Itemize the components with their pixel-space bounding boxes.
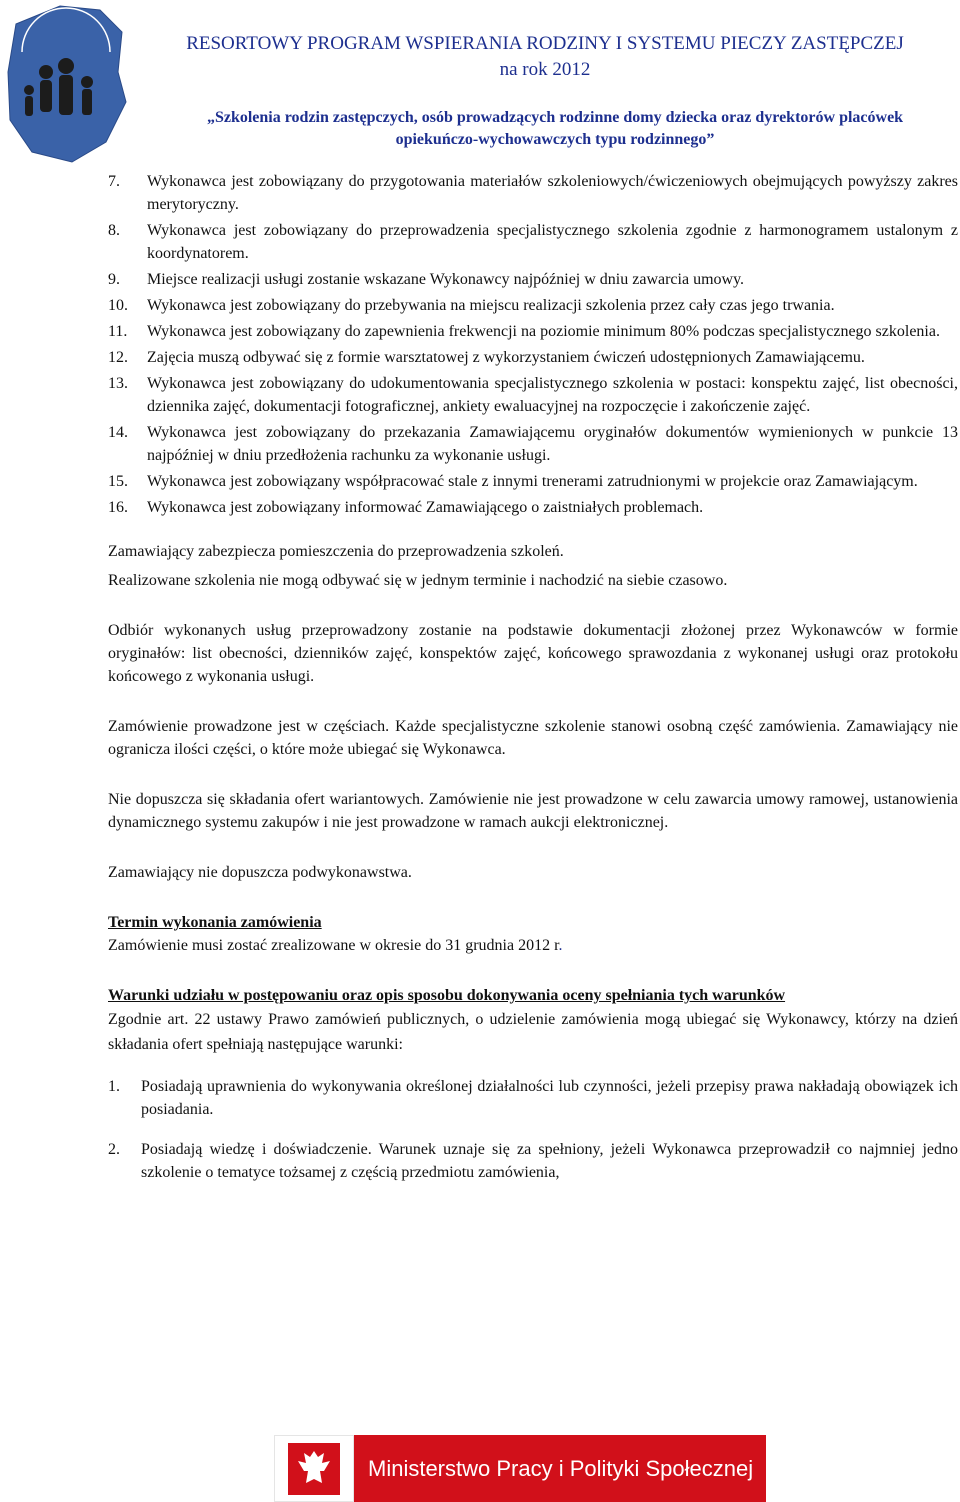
conditions-intro: Zgodnie art. 22 ustawy Prawo zamówień publicznych, o udzielenie zamówienia mogą ubiegać się Wykonawcy, którzy na dzień składania ofert spełniają następujące warunki: bbox=[108, 1011, 958, 1053]
item-number: 11. bbox=[108, 323, 128, 340]
list-item bbox=[108, 346, 958, 369]
item-number: 13. bbox=[108, 375, 128, 392]
term-text: Zamówienie musi zostać zrealizowane w okresie do 31 grudnia 2012 r. bbox=[108, 937, 563, 954]
list-item bbox=[108, 170, 958, 216]
page-header bbox=[0, 0, 960, 168]
eagle-icon bbox=[284, 1439, 344, 1499]
conditions-list bbox=[108, 1075, 958, 1184]
item-number: 16. bbox=[108, 499, 128, 516]
item-text: Posiadają uprawnienia do wykonywania określonej działalności lub czynności, jeżeli przepisy prawa nakładają obowiązek ich posiadania. bbox=[141, 1078, 958, 1118]
obligations-list bbox=[108, 170, 958, 519]
pcpr-logo bbox=[2, 2, 128, 164]
paragraph-acceptance: Odbiór wykonanych usług przeprowadzony zostanie na podstawie dokumentacji złożonej przez Wykonawców w formie oryginałów: list obecności, dzienników zajęć, konspektów zajęć, końcowego sprawozdania z wykonanej usługi oraz protokołu końcowego z wykonania usługi. bbox=[108, 622, 958, 685]
list-item bbox=[108, 496, 958, 519]
list-item bbox=[108, 320, 958, 343]
item-text: Wykonawca jest zobowiązany do udokumentowania specjalistycznego szkolenia w postaci: konspektu zajęć, list obecności, dziennika zajęć, dokumentacji fotograficznej, ankiety ewaluacyjnej na rozpoczęcie i zakończenie zajęć. bbox=[147, 375, 958, 415]
polish-eagle-emblem bbox=[274, 1435, 354, 1502]
item-text: Wykonawca jest zobowiązany współpracować stale z innymi trenerami zatrudnionymi w projekcie oraz Zamawiającym. bbox=[147, 473, 918, 490]
list-item bbox=[108, 1075, 958, 1121]
item-number: 8. bbox=[108, 222, 120, 239]
item-text: Wykonawca jest zobowiązany informować Zamawiającego o zaistniałych problemach. bbox=[147, 499, 704, 516]
item-number: 15. bbox=[108, 473, 128, 490]
item-text: Posiadają wiedzę i doświadczenie. Warunek uznaje się za spełniony, jeżeli Wykonawca przeprowadził co najmniej jedno szkolenie o tematyce tożsamej z częścią przedmiotu zamówienia, bbox=[141, 1141, 958, 1181]
project-title-line1: „Szkolenia rodzin zastępczych, osób prowadzących rodzinne domy dziecka oraz dyrektorów placówek bbox=[206, 109, 904, 126]
term-heading: Termin wykonania zamówienia bbox=[108, 914, 322, 931]
list-item bbox=[108, 470, 958, 493]
project-title-line2: opiekuńczo-wychowawczych typu rodzinnego” bbox=[395, 131, 715, 148]
item-text: Wykonawca jest zobowiązany do zapewnienia frekwencji na poziomie minimum 80% podczas specjalistycznego szkolenia. bbox=[147, 323, 940, 340]
item-text: Wykonawca jest zobowiązany do przygotowania materiałów szkoleniowych/ćwiczeniowych obejmujących powyższy zakres merytoryczny. bbox=[147, 173, 958, 213]
item-text: Zajęcia muszą odbywać się z formie warsztatowej z wykorzystaniem ćwiczeń udostępnionych Zamawiającemu. bbox=[147, 349, 865, 366]
program-title: RESORTOWY PROGRAM WSPIERANIA RODZINY I SYSTEMU PIECZY ZASTĘPCZEJ bbox=[186, 33, 904, 54]
item-text: Wykonawca jest zobowiązany do przebywania na miejscu realizacji szkolenia przez cały czas jego trwania. bbox=[147, 297, 835, 314]
item-number: 2. bbox=[108, 1141, 120, 1158]
list-item bbox=[108, 372, 958, 418]
item-text: Wykonawca jest zobowiązany do przekazania Zamawiającemu oryginałów dokumentów wymienionych w punkcie 13 najpóźniej w dniu przedłożenia rachunku za wykonanie usługi. bbox=[147, 424, 958, 464]
paragraph-variants: Nie dopuszcza się składania ofert wariantowych. Zamówienie nie jest prowadzone w celu zawarcia umowy ramowej, ustanowienia dynamicznego systemu zakupów i nie jest prowadzone w ramach aukcji elektronicznej. bbox=[108, 791, 958, 831]
item-number: 14. bbox=[108, 424, 128, 441]
item-number: 7. bbox=[108, 173, 120, 190]
list-item bbox=[108, 294, 958, 317]
list-item bbox=[108, 1138, 958, 1184]
list-item bbox=[108, 421, 958, 467]
paragraph-subcontract: Zamawiający nie dopuszcza podwykonawstwa. bbox=[108, 864, 412, 881]
list-item bbox=[108, 219, 958, 265]
paragraph-rooms: Zamawiający zabezpiecza pomieszczenia do przeprowadzenia szkoleń. bbox=[108, 543, 564, 560]
item-number: 9. bbox=[108, 271, 120, 288]
program-year: na rok 2012 bbox=[499, 59, 591, 80]
paragraph-parts: Zamówienie prowadzone jest w częściach. Każde specjalistyczne szkolenie stanowi osobną część zamówienia. Zamawiający nie ogranicza ilości części, o które może ubiegać się Wykonawca. bbox=[108, 718, 958, 758]
item-text: Wykonawca jest zobowiązany do przeprowadzenia specjalistycznego szkolenia zgodnie z harmonogramem ustalonym z koordynatorem. bbox=[147, 222, 958, 262]
ministry-name: Ministerstwo Pracy i Polityki Społecznej bbox=[354, 1435, 766, 1502]
list-item bbox=[108, 268, 958, 291]
paragraph-no-overlap: Realizowane szkolenia nie mogą odbywać się w jednym terminie i nachodzić na siebie czasowo. bbox=[108, 572, 728, 589]
item-number: 1. bbox=[108, 1078, 120, 1095]
item-text: Miejsce realizacji usługi zostanie wskazane Wykonawcy najpóźniej w dniu zawarcia umowy. bbox=[147, 271, 745, 288]
document-body bbox=[108, 170, 958, 1201]
item-number: 10. bbox=[108, 297, 128, 314]
item-number: 12. bbox=[108, 349, 128, 366]
ministry-footer bbox=[274, 1435, 766, 1502]
conditions-heading: Warunki udziału w postępowaniu oraz opis sposobu dokonywania oceny spełniania tych warunków bbox=[108, 987, 786, 1004]
